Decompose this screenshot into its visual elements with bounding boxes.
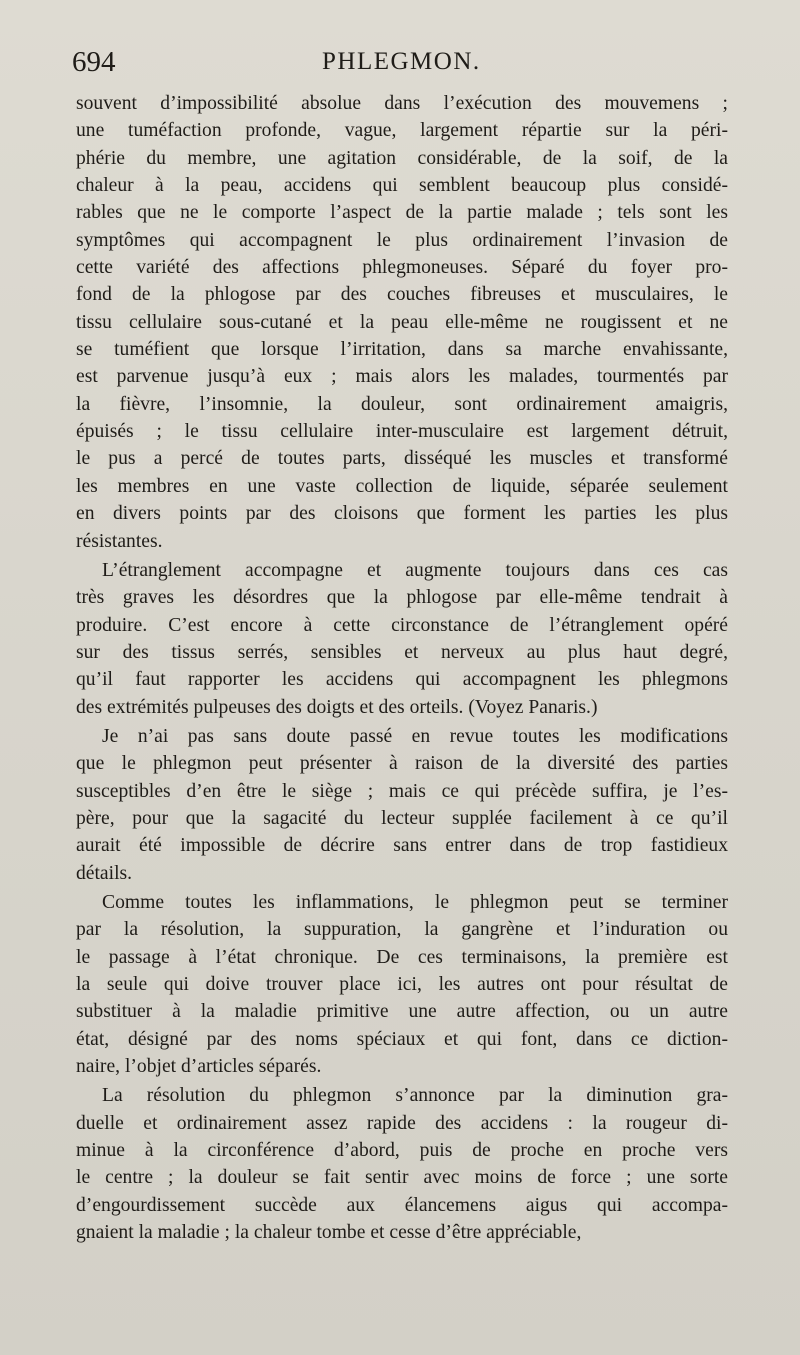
text-line: aurait été impossible de décrire sans entrer dans de trop fastidieux	[76, 835, 728, 857]
text-line: détails.	[76, 862, 133, 884]
body-text	[76, 90, 728, 1248]
paragraph	[76, 723, 728, 887]
text-line: une tuméfaction profonde, vague, largement répartie sur la péri-	[76, 120, 728, 142]
text-line: susceptibles d’en être le siège ; mais ce qui précède suffira, je l’es-	[76, 780, 728, 802]
text-line: épuisés ; le tissu cellulaire inter-musculaire est largement détruit,	[76, 421, 728, 443]
running-head: PHLEGMON.	[322, 48, 481, 75]
text-line: d’engourdissement succède aux élancemens aigus qui accompa-	[76, 1194, 728, 1216]
text-line: chaleur à la peau, accidens qui semblent beaucoup plus considé-	[76, 175, 728, 197]
text-line: état, désigné par des noms spéciaux et qui font, dans ce diction-	[76, 1028, 728, 1050]
text-line: produire. C’est encore à cette circonstance de l’étranglement opéré	[76, 614, 728, 636]
text-line: La résolution du phlegmon s’annonce par la diminution gra-	[102, 1085, 728, 1107]
text-line: symptômes qui accompagnent le plus ordinairement l’invasion de	[76, 229, 728, 251]
text-line: par la résolution, la suppuration, la gangrène et l’induration ou	[76, 919, 728, 941]
text-line: minue à la circonférence d’abord, puis de proche en proche vers	[76, 1140, 728, 1162]
text-line: se tuméfient que lorsque l’irritation, dans sa marche envahissante,	[76, 339, 728, 361]
text-line: L’étranglement accompagne et augmente toujours dans ces cas	[102, 559, 728, 581]
text-line: substituer à la maladie primitive une autre affection, ou un autre	[76, 1001, 728, 1023]
text-line: père, pour que la sagacité du lecteur supplée facilement à ce qu’il	[76, 807, 728, 829]
text-line: naire, l’objet d’articles séparés.	[76, 1056, 322, 1078]
text-line: Comme toutes les inflammations, le phlegmon peut se terminer	[102, 891, 728, 913]
page-header	[72, 44, 728, 84]
text-line: souvent d’impossibilité absolue dans l’exécution des mouvemens ;	[76, 93, 728, 114]
text-line: duelle et ordinairement assez rapide des accidens : la rougeur di-	[76, 1112, 728, 1134]
text-line: sur des tissus serrés, sensibles et nerveux au plus haut degré,	[76, 641, 728, 663]
text-line: tissu cellulaire sous-cutané et la peau elle-même ne rougissent et ne	[76, 311, 728, 333]
page-number: 694	[72, 46, 116, 78]
text-line: est parvenue jusqu’à eux ; mais alors les malades, tourmentés par	[76, 366, 728, 388]
paragraph	[76, 557, 728, 721]
text-line: résistantes.	[76, 530, 163, 552]
text-line: très graves les désordres que la phlogose par elle-même tendrait à	[76, 587, 728, 609]
text-line: des extrémités pulpeuses des doigts et des orteils. (Voyez Panaris.)	[76, 696, 598, 718]
text-line: le pus a percé de toutes parts, disséqué les muscles et transformé	[76, 448, 728, 470]
text-line: fond de la phlogose par des couches fibreuses et musculaires, le	[76, 284, 728, 306]
text-line: phérie du membre, une agitation considérable, de la soif, de la	[76, 147, 728, 169]
paragraph	[76, 90, 728, 555]
paragraph	[76, 1082, 728, 1246]
text-line: qu’il faut rapporter les accidens qui accompagnent les phlegmons	[76, 669, 728, 691]
text-line: gnaient la maladie ; la chaleur tombe et cesse d’être appréciable,	[76, 1222, 582, 1244]
text-line: la fièvre, l’insomnie, la douleur, sont ordinairement amaigris,	[76, 393, 728, 415]
text-line: le passage à l’état chronique. De ces terminaisons, la première est	[76, 946, 728, 968]
text-line: que le phlegmon peut présenter à raison de la diversité des parties	[76, 753, 728, 775]
text-line: les membres en une vaste collection de liquide, séparée seulement	[76, 475, 728, 497]
text-line: cette variété des affections phlegmoneuses. Séparé du foyer pro-	[76, 257, 728, 279]
paragraph	[76, 889, 728, 1080]
text-line: le centre ; la douleur se fait sentir avec moins de force ; une sorte	[76, 1167, 728, 1189]
text-line: Je n’ai pas sans doute passé en revue toutes les modifications	[102, 725, 728, 747]
text-line: rables que ne le comporte l’aspect de la partie malade ; tels sont les	[76, 202, 728, 224]
text-line: en divers points par des cloisons que forment les parties les plus	[76, 503, 728, 525]
text-line: la seule qui doive trouver place ici, les autres ont pour résultat de	[76, 974, 728, 995]
